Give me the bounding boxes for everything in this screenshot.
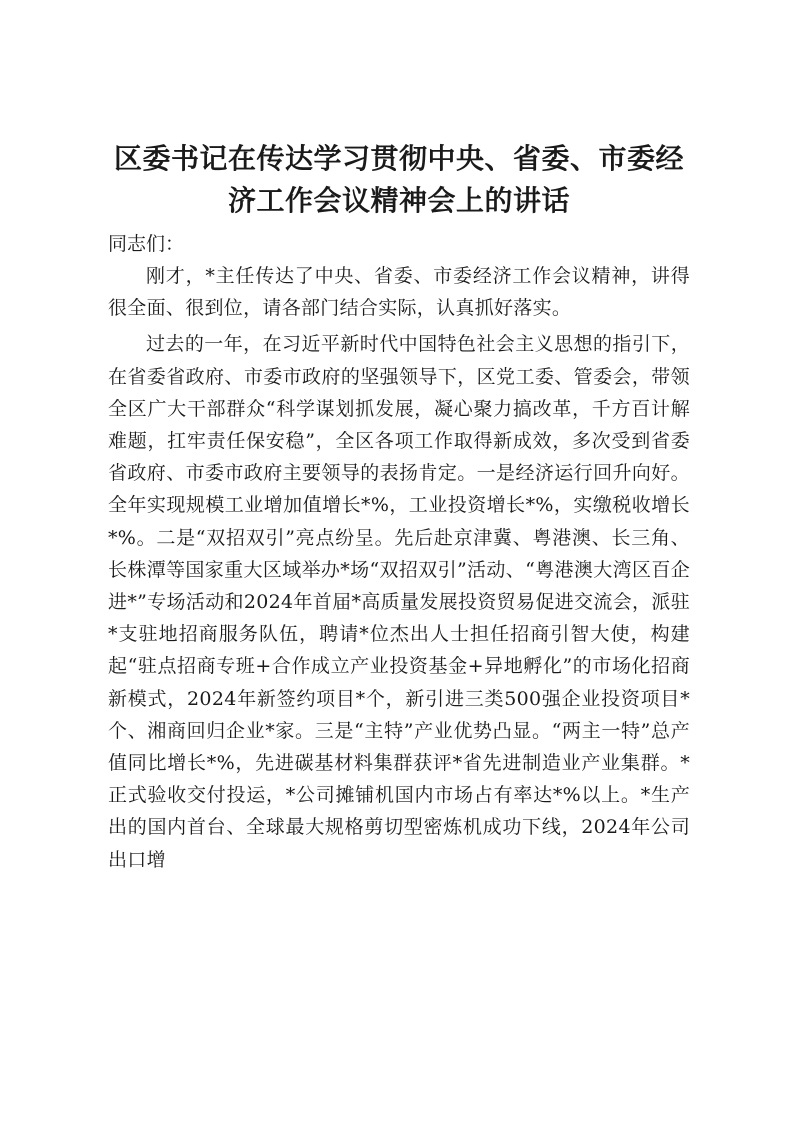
paragraph-1: 刚才，*主任传达了中央、省委、市委经济工作会议精神，讲得很全面、很到位，请各部门结合实际，认真抓好落实。 — [108, 265, 690, 320]
document-title: 区委书记在传达学习贯彻中央、省委、市委经济工作会议精神会上的讲话 — [113, 142, 684, 217]
document-page — [108, 138, 690, 876]
paragraph-2: 过去的一年，在习近平新时代中国特色社会主义思想的指引下，在省委省政府、市委市政府的坚强领导下，区党工委、管委会，带领全区广大干部群众“科学谋划抓发展，凝心聚力搞改革，千方百计解难题，扛牢责任保安稳”，全区各项工作取得新成效，多次受到省委省政府、市委市政府主要领导的表扬肯定。一是经济运行回升向好。全年实现规模工业增加值增长*%，工业投资增长*%，实缴税收增长*%。二是“双招双引”亮点纷呈。先后赴京津冀、粤港澳、长三角、长株潭等国家重大区域举办*场“双招双引”活动、“粤港澳大湾区百企进*”专场活动和2024年首届*高质量发展投资贸易促进交流会，派驻*支驻地招商服务队伍，聘请*位杰出人士担任招商引智大使，构建起“驻点招商专班+合作成立产业投资基金+异地孵化”的市场化招商新模式，2024年新签约项目*个，新引进三类500强企业投资项目*个、湘商回归企业*家。三是“主特”产业优势凸显。“两主一特”总产值同比增长*%，先进碳基材料集群获评*省先进制造业产业集群。*正式验收交付投运，*公司摊铺机国内市场占有率达*%以上。*生产出的国内首台、全球最大规格剪切型密炼机成功下线，2024年公司出口增 — [108, 333, 690, 871]
salutation: 同志们： — [108, 233, 185, 255]
